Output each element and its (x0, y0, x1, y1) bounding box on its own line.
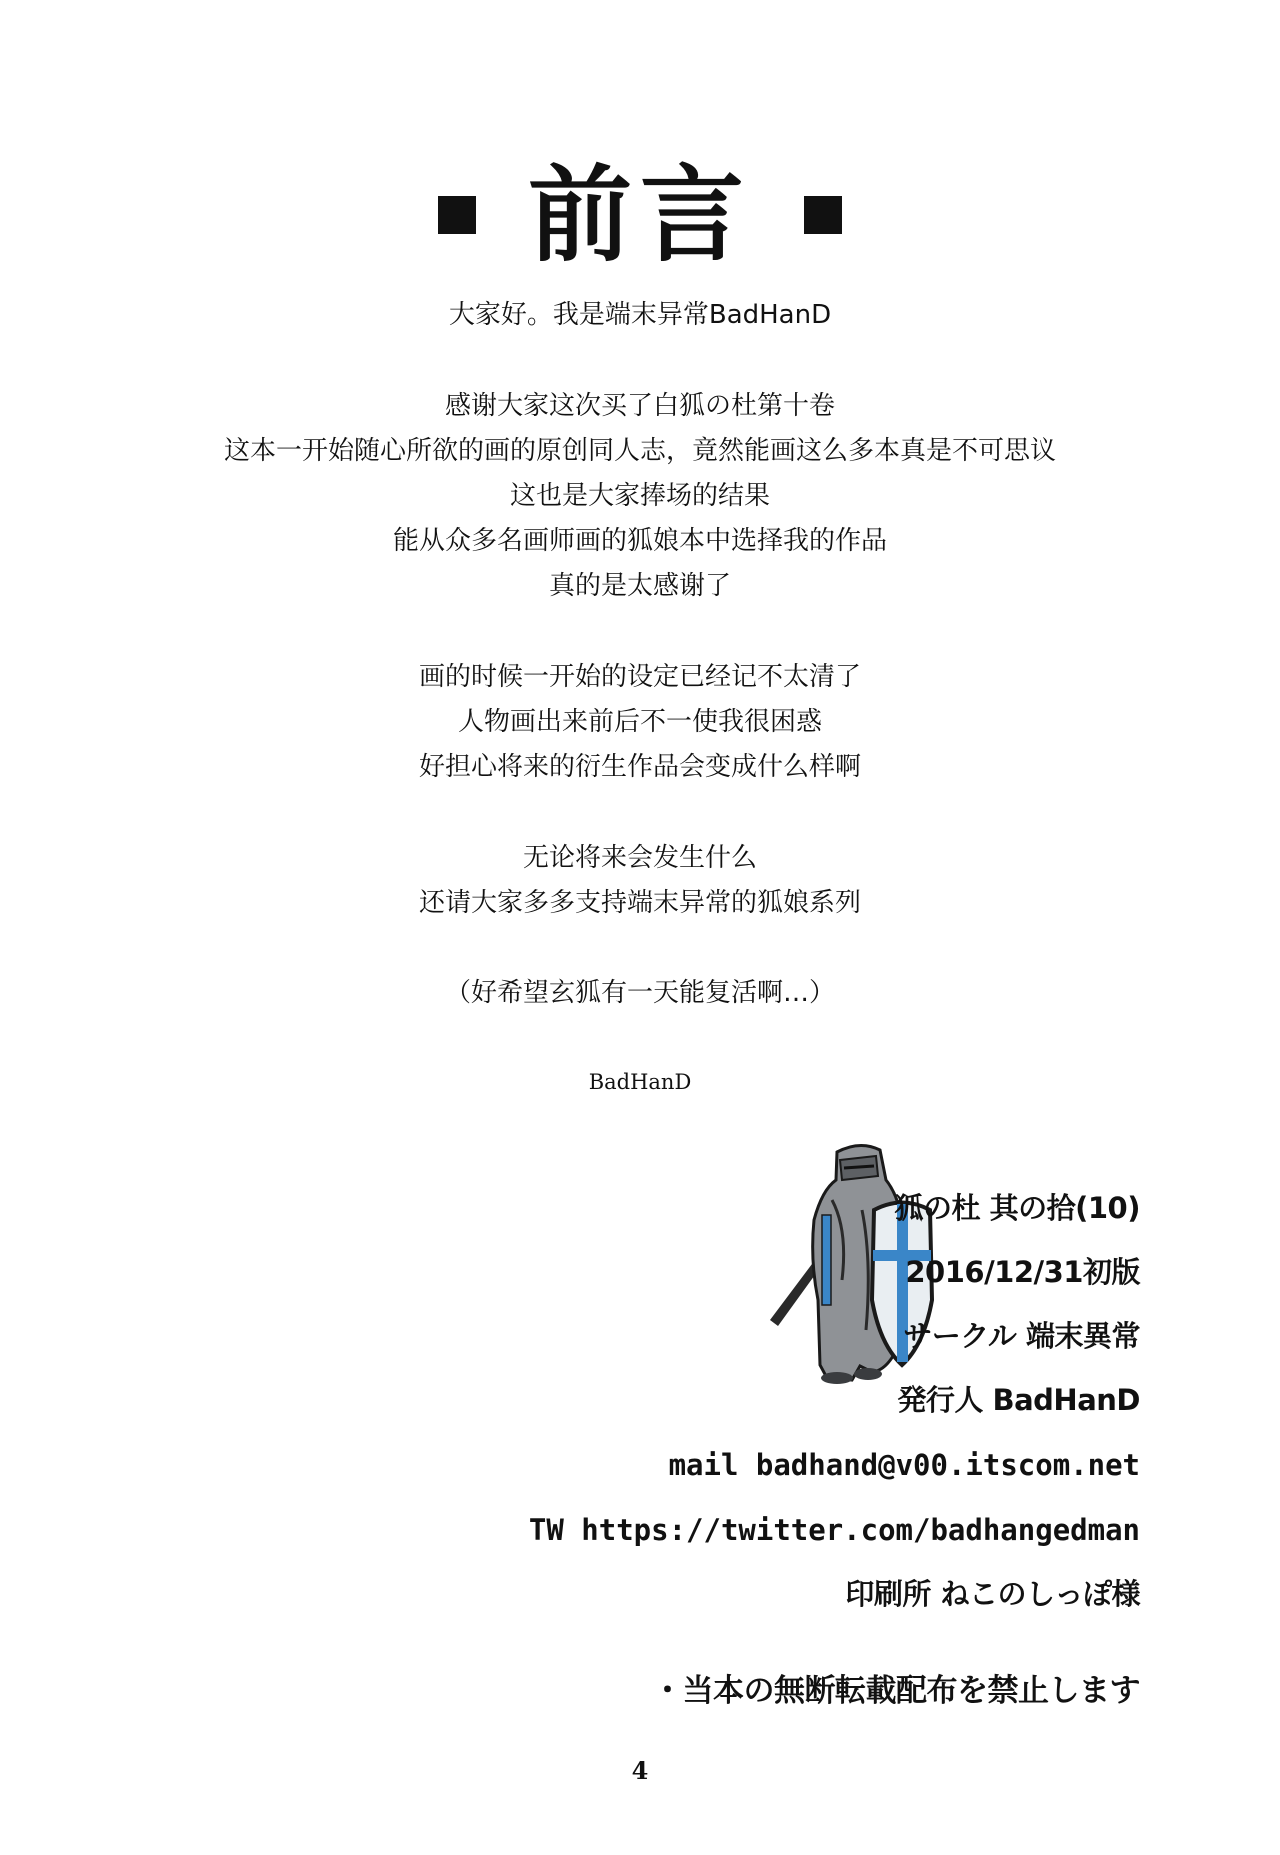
page-number: 4 (631, 1756, 649, 1785)
colophon-mail: mail badhand@v00.itscom.net (668, 1448, 1140, 1482)
page-title: 前言 (527, 154, 752, 276)
preface-line: 真的是太感谢了 (548, 571, 731, 601)
preface-line: 感谢大家这次买了白狐の杜第十卷 (444, 391, 835, 421)
preface-heading (0, 154, 1280, 276)
colophon-title: 狐の杜 其の拾(10) (894, 1191, 1140, 1225)
colophon-twitter: TW https://twitter.com/badhangedman (528, 1513, 1140, 1547)
square-bullet-left-icon (438, 196, 476, 234)
preface-line: 好担心将来的衍生作品会变成什么样啊 (418, 752, 861, 782)
colophon-date: 2016/12/31初版 (905, 1255, 1140, 1289)
greeting-line: 大家好。我是端末异常BadHanD (448, 300, 832, 330)
signature: BadHanD (588, 1070, 692, 1094)
preface-line: 人物画出来前后不一使我很困惑 (457, 707, 822, 737)
preface-line: 这本一开始随心所欲的画的原创同人志，竟然能画这么多本真是不可思议 (223, 436, 1056, 466)
colophon-printer: 印刷所 ねこのしっぽ様 (845, 1577, 1140, 1611)
preface-line: 这也是大家捧场的结果 (509, 481, 770, 511)
square-bullet-right-icon (804, 196, 842, 234)
aside-line: （好希望玄狐有一天能复活啊…） (444, 978, 835, 1008)
preface-line: 画的时候一开始的设定已经记不太清了 (418, 662, 861, 692)
colophon-circle: サークル 端末異常 (903, 1319, 1140, 1353)
preface-line: 能从众多名画师画的狐娘本中选择我的作品 (392, 526, 887, 556)
preface-line: 还请大家多多支持端末异常的狐娘系列 (418, 888, 861, 918)
preface-line: 无论将来会发生什么 (522, 843, 757, 873)
colophon-publisher: 発行人 BadHanD (897, 1383, 1140, 1417)
reprint-notice: ・当本の無断転載配布を禁止します (652, 1673, 1140, 1709)
